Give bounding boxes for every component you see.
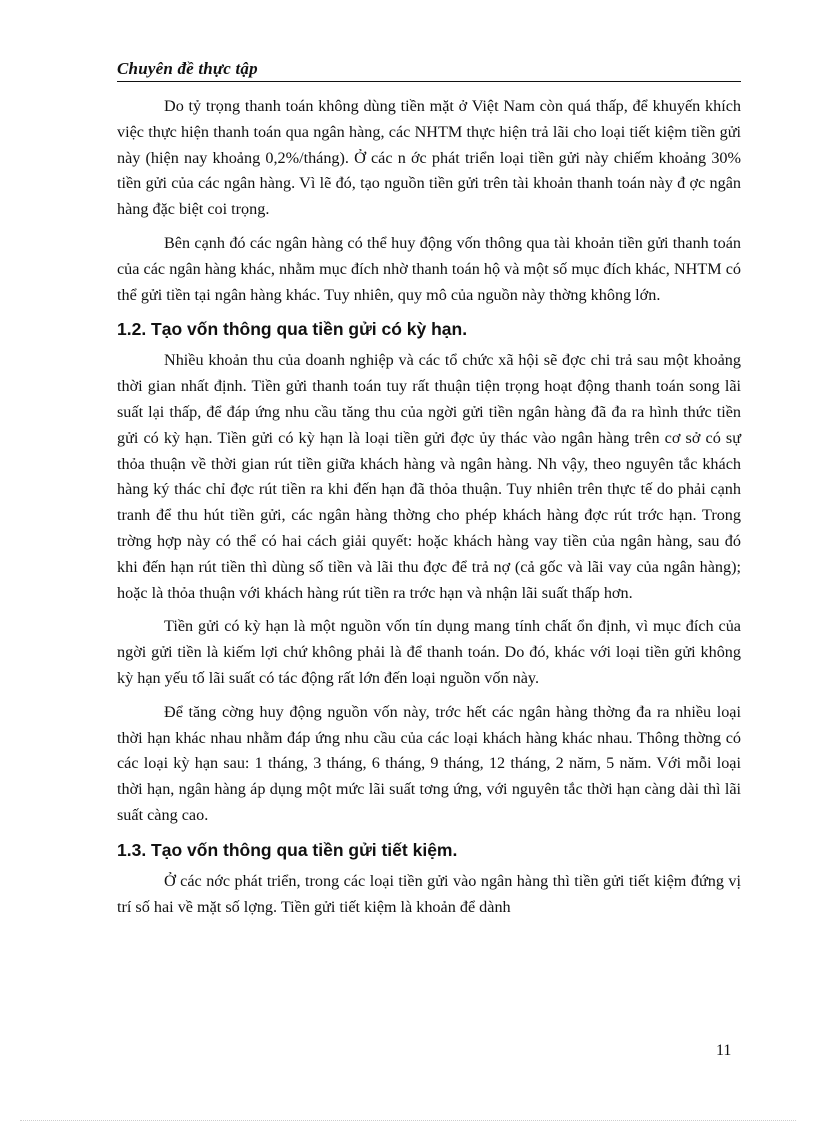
paragraph: Tiền gửi có kỳ hạn là một nguồn vốn tín dụng mang tính chất ổn định, vì mục đích của ngời gửi tiền là kiếm lợi chứ không phải là để thanh toán. Do đó, khác với loại tiền gửi không kỳ hạn yếu tố lãi suất có tác động rất lớn đến loại nguồn vốn này. <box>117 617 741 687</box>
section-heading: 1.2. Tạo vốn thông qua tiền gửi có kỳ hạn. <box>117 319 468 340</box>
page-content <box>117 94 741 928</box>
header-title: Chuyên đề thực tập <box>117 59 258 78</box>
page-header <box>117 57 741 82</box>
paragraph: Do tỷ trọng thanh toán không dùng tiền mặt ở Việt Nam còn quá thấp, để khuyến khích việc thực hiện thanh toán qua ngân hàng, các NHTM thực hiện trả lãi cho loại tiết kiệm tiền gửi này (hiện nay khoảng 0,2%/tháng). Ở các n ớc phát triển loại tiền gửi này chiếm khoảng 30% tiền gửi của các ngân hàng. Vì lẽ đó, tạo nguồn tiền gửi trên tài khoản thanh toán này đ ợc ngân hàng đặc biệt coi trọng. <box>117 97 741 219</box>
paragraph: Để tăng cờng huy động nguồn vốn này, trớc hết các ngân hàng thờng đa ra nhiều loại thời hạn khác nhau nhằm đáp ứng nhu cầu của các loại khách hàng khác nhau. Thông thờng có các loại kỳ hạn sau: 1 tháng, 3 tháng, 6 tháng, 9 tháng, 12 tháng, 2 năm, 5 năm. Với mỗi loại thời hạn, ngân hàng áp dụng một mức lãi suất tơng ứng, với nguyên tắc thời hạn càng dài thì lãi suất càng cao. <box>117 702 741 824</box>
footer-divider <box>20 1120 796 1121</box>
page-number: 11 <box>716 1042 732 1059</box>
paragraph: Ở các nớc phát triển, trong các loại tiền gửi vào ngân hàng thì tiền gửi tiết kiệm đứng vị trí số hai về mặt số lợng. Tiền gửi tiết kiệm là khoản để dành <box>117 871 741 916</box>
section-heading: 1.3. Tạo vốn thông qua tiền gửi tiết kiệm. <box>117 839 458 860</box>
paragraph: Bên cạnh đó các ngân hàng có thể huy động vốn thông qua tài khoản tiền gửi thanh toán của các ngân hàng khác, nhằm mục đích nhờ thanh toán hộ và một số mục đích khác, NHTM có thể gửi tiền tại ngân hàng khác. Tuy nhiên, quy mô của nguồn này thờng không lớn. <box>117 233 741 304</box>
paragraph: Nhiều khoản thu của doanh nghiệp và các tổ chức xã hội sẽ đợc chi trả sau một khoảng thời gian nhất định. Tiền gửi thanh toán tuy rất thuận tiện trọng hoạt động thanh toán song lãi suất lại thấp, để đáp ứng nhu cầu tăng thu của ngời gửi tiền ngân hàng đã đa ra hình thức tiền gửi có kỳ hạn. Tiền gửi có kỳ hạn là loại tiền gửi đợc ủy thác vào ngân hàng trên cơ sở có sự thỏa thuận về thời gian rút tiền giữa khách hàng và ngân hàng. Nh vậy, theo nguyên tắc khách hàng ký thác chỉ đợc rút tiền ra khi đến hạn đã thỏa thuận. Tuy nhiên trên thực tế do phải cạnh tranh để thu hút tiền gửi, các ngân hàng thờng cho phép khách hàng đợc rút trớc hạn. Trong trờng hợp này có thể có hai cách giải quyết: hoặc khách hàng vay tiền của ngân hàng, sau đó khi đến hạn rút tiền thì dùng số tiền và lãi thu đợc để trả nợ (cả gốc và lãi vay của ngân hàng); hoặc là thỏa thuận với khách hàng rút tiền ra trớc hạn và nhận lãi suất thấp hơn. <box>117 351 741 602</box>
